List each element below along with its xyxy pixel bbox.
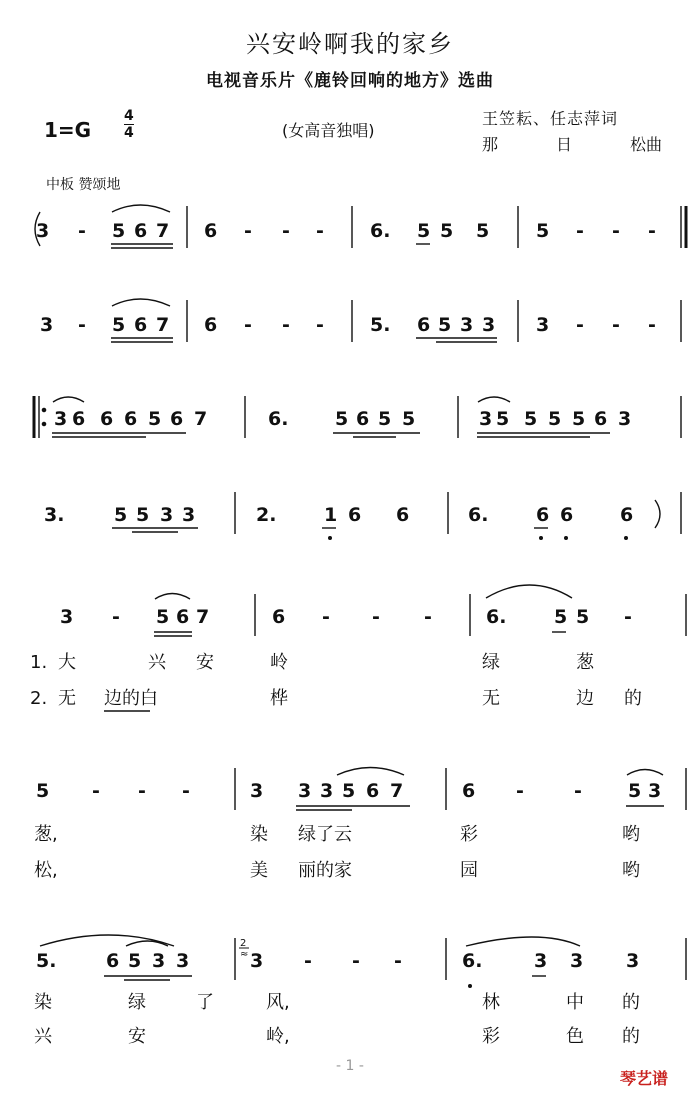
note: 3	[320, 780, 334, 802]
note: 3	[176, 950, 190, 972]
note: -	[576, 314, 584, 336]
system-2	[40, 314, 656, 336]
note: 5	[572, 408, 586, 430]
note: 5	[114, 504, 128, 526]
note: 3	[460, 314, 474, 336]
lyrics-line-7-verse-1	[34, 992, 640, 1013]
note: 5	[548, 408, 562, 430]
lyric: 彩	[460, 824, 478, 845]
note: -	[352, 950, 360, 972]
lyrics-line-5-verse-1	[30, 652, 595, 673]
lyric: 岭,	[266, 1026, 290, 1047]
page-title: 兴安岭啊我的家乡	[246, 30, 454, 58]
note: -	[112, 606, 120, 628]
note: 3	[182, 504, 196, 526]
note: 6	[204, 220, 218, 242]
lyric: 的	[624, 688, 642, 709]
lyric: 葱,	[34, 824, 58, 845]
system-6	[36, 780, 661, 802]
page-number: - 1 -	[336, 1058, 364, 1074]
lyric: 林	[482, 992, 500, 1013]
note: 3	[250, 780, 264, 802]
lyric: 丽的家	[298, 860, 352, 881]
lyric: 边	[576, 688, 594, 709]
note: 6.	[468, 504, 489, 526]
note: 5	[524, 408, 538, 430]
tempo-marking: 中板 赞颂地	[46, 177, 121, 193]
system-4	[44, 504, 633, 526]
system-7	[36, 950, 639, 972]
system-1	[36, 220, 656, 242]
note: 6	[536, 504, 550, 526]
note: 7	[194, 408, 208, 430]
note: 5	[417, 220, 431, 242]
lyric: 美	[250, 860, 268, 881]
page-subtitle: 电视音乐片《鹿铃回响的地方》选曲	[206, 71, 494, 91]
lyric: 大	[58, 652, 76, 673]
lyric: 兴	[148, 652, 166, 673]
note: 6	[272, 606, 286, 628]
note: -	[394, 950, 402, 972]
note: 3	[298, 780, 312, 802]
note: 5	[476, 220, 490, 242]
note: 3	[534, 950, 548, 972]
note: 5	[342, 780, 356, 802]
note: 5	[576, 606, 590, 628]
note: 6	[134, 220, 148, 242]
system-5	[60, 606, 632, 628]
note: 3	[250, 950, 264, 972]
note: 5	[438, 314, 452, 336]
note: -	[576, 220, 584, 242]
note: 5	[148, 408, 162, 430]
note: -	[648, 220, 656, 242]
note: -	[244, 314, 252, 336]
note: 2.	[256, 504, 277, 526]
note: 7	[156, 220, 170, 242]
note: -	[648, 314, 656, 336]
note: 5	[536, 220, 550, 242]
note: -	[372, 606, 380, 628]
note: 5.	[36, 950, 57, 972]
lyrics-line-6-verse-2	[34, 860, 640, 881]
svg-text:2: 2	[240, 938, 247, 949]
lyric: 的	[622, 1026, 640, 1047]
lyric: 绿	[128, 992, 146, 1013]
note: 3	[152, 950, 166, 972]
lyric: 绿	[482, 652, 500, 673]
note: 6.	[486, 606, 507, 628]
note: -	[78, 220, 86, 242]
note: 5	[496, 408, 510, 430]
note: 5	[156, 606, 170, 628]
lyric: 松,	[34, 860, 58, 881]
note: -	[612, 220, 620, 242]
lyric: 绿了云	[298, 824, 352, 845]
note: 5	[628, 780, 642, 802]
note: 6	[620, 504, 634, 526]
verse-number: 2.	[30, 688, 48, 709]
note: -	[316, 314, 324, 336]
note: 6.	[370, 220, 391, 242]
lyricist-credit: 王笠耘、任志萍词	[482, 109, 619, 128]
note: -	[322, 606, 330, 628]
note: 6	[100, 408, 114, 430]
note: 6	[366, 780, 380, 802]
note: 7	[156, 314, 170, 336]
note: -	[424, 606, 432, 628]
note: 3	[36, 220, 50, 242]
note: -	[624, 606, 632, 628]
note: 3	[626, 950, 640, 972]
note: -	[282, 314, 290, 336]
note: 6	[348, 504, 362, 526]
lyric: 桦	[270, 688, 288, 709]
note: -	[612, 314, 620, 336]
note: 3	[536, 314, 550, 336]
note: 3	[160, 504, 174, 526]
note: 5	[112, 314, 126, 336]
lyric: 无	[58, 688, 76, 709]
note: 6	[462, 780, 476, 802]
note: 6	[204, 314, 218, 336]
note: 6	[396, 504, 410, 526]
note: 6.	[462, 950, 483, 972]
note: -	[182, 780, 190, 802]
note: 5	[36, 780, 50, 802]
system-3	[54, 408, 631, 430]
note: 5	[378, 408, 392, 430]
lyric: 葱	[576, 652, 594, 673]
note: -	[316, 220, 324, 242]
lyric: 染	[250, 824, 268, 845]
lyric: 无	[482, 688, 500, 709]
note: 5	[440, 220, 454, 242]
lyric: 兴	[34, 1026, 52, 1047]
note: 3	[570, 950, 584, 972]
lyric: 了	[196, 992, 214, 1013]
note: 5.	[370, 314, 391, 336]
lyric: 的	[622, 992, 640, 1013]
lyrics-line-7-verse-2	[34, 1026, 640, 1047]
lyric: 岭	[270, 652, 288, 673]
note: 3	[648, 780, 662, 802]
note: 6	[134, 314, 148, 336]
lyrics-line-5-verse-2	[30, 688, 642, 709]
lyric: 安	[196, 652, 214, 673]
note: -	[244, 220, 252, 242]
lyric: 色	[566, 1026, 584, 1047]
composer-part-2: 日	[555, 135, 572, 154]
note: 3	[618, 408, 632, 430]
note: 5	[554, 606, 568, 628]
meter-bottom: 4	[124, 125, 134, 141]
note: 6	[356, 408, 370, 430]
note: -	[282, 220, 290, 242]
lyric: 园	[460, 860, 478, 881]
note: -	[92, 780, 100, 802]
note: -	[516, 780, 524, 802]
note: 6.	[268, 408, 289, 430]
note: 6	[560, 504, 574, 526]
note: 6	[124, 408, 138, 430]
note: 7	[196, 606, 210, 628]
note: 6	[417, 314, 431, 336]
note: 6	[106, 950, 120, 972]
site-logo: 琴艺谱	[620, 1069, 669, 1088]
meter-top: 4	[124, 108, 134, 124]
note: -	[304, 950, 312, 972]
lyrics-line-6-verse-1	[34, 824, 640, 845]
key-signature: 1=G	[44, 118, 92, 142]
note: 3	[40, 314, 54, 336]
composer-part-3: 松曲	[629, 135, 662, 154]
note: 3	[482, 314, 496, 336]
lyric: 风,	[266, 992, 290, 1013]
note: 3	[60, 606, 74, 628]
lyric: 哟	[622, 824, 640, 845]
voice-type: (女高音独唱)	[282, 121, 375, 140]
lyric: 边的白	[104, 688, 158, 709]
lyric: 彩	[482, 1026, 500, 1047]
lyric: 安	[128, 1026, 146, 1047]
composer-part-1: 那	[482, 135, 499, 154]
note: 5	[128, 950, 142, 972]
note: 3.	[44, 504, 65, 526]
note: 3	[479, 408, 493, 430]
note: 1	[324, 504, 338, 526]
note: -	[574, 780, 582, 802]
note: 3	[54, 408, 68, 430]
note: 5	[112, 220, 126, 242]
note: 6	[72, 408, 86, 430]
note: -	[78, 314, 86, 336]
note: 5	[136, 504, 150, 526]
note: -	[138, 780, 146, 802]
verse-number: 1.	[30, 652, 48, 673]
note: 6	[170, 408, 184, 430]
note: 6	[176, 606, 190, 628]
lyric: 染	[34, 992, 52, 1013]
note: 6	[594, 408, 608, 430]
note: 5	[335, 408, 349, 430]
svg-text:≈: ≈	[240, 949, 249, 960]
note: 5	[402, 408, 416, 430]
note: 7	[390, 780, 404, 802]
lyric: 中	[566, 992, 584, 1013]
lyric: 哟	[622, 860, 640, 881]
